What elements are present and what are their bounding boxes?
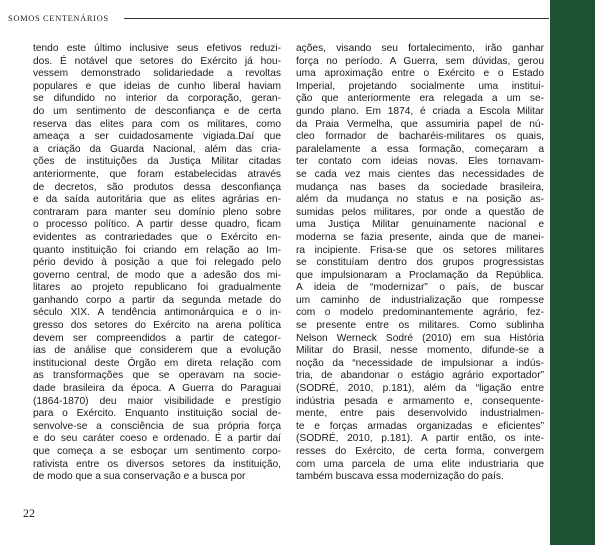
text-line: além da mudança no status e na posição as- [296, 194, 544, 206]
text-line: paralelamente a essa formação, começaram a [296, 143, 544, 155]
text-line: (SODRÉ, 2010, p.181). A partir então, os inte- [296, 433, 544, 445]
text-line: que impulsionaram a Proclamação da República. [296, 269, 544, 281]
text-line: e do seu caráter coeso e ordenado. É a partir daí [33, 433, 281, 445]
text-line: dos. É notável que setores do Exército já hou- [33, 55, 281, 67]
text-line: ção que anteriormente era relegada a um se- [296, 93, 544, 105]
text-line: litares ao projeto republicano foi gradualmente [33, 282, 281, 294]
text-line: gundo plano. Em 1874, é criada a Escola Militar [296, 105, 544, 117]
text-line: a criação da Guarda Nacional, além das cria- [33, 143, 281, 155]
text-line: (1864-1870) deu maior visibilidade e prestígio [33, 395, 281, 407]
text-line: ções de instituições da Justiça Militar citadas [33, 156, 281, 168]
text-line: as transformações que se operavam na socie- [33, 370, 281, 382]
text-line: senvolve-se a consciência de sua própria força [33, 420, 281, 432]
text-line: se presente entre os militares. Como sublinha [296, 320, 544, 332]
text-line: tria, de abandonar o estágio agrário exportador” [296, 370, 544, 382]
text-line: de modo que a sua conservação e a busca por [33, 471, 246, 483]
text-line: indústria pesada e armamento e, consequente- [296, 395, 544, 407]
text-line: tendo este último inclusive seus efetivos reduzi- [33, 43, 281, 54]
text-line: se difundido no interior da corporação, geran- [33, 93, 281, 105]
text-line: e da saída autoritária que as elites agrárias en- [33, 194, 281, 206]
text-line: ganhando corpo a partir da segunda metade do [33, 294, 281, 306]
text-line: que começa a se esboçar um sentimento corpo- [33, 446, 281, 457]
text-line: se cada vez mais cientes das necessidades de [296, 168, 544, 180]
text-line: para o Exército. Enquanto instituição social de- [33, 408, 281, 420]
text-line: de decretos, são produtos dessa desconfiança [33, 181, 281, 193]
text-line: anteriormente, que foram estabelecidas através [33, 168, 281, 180]
text-line: cleo formador de bacharéis-militares os quais, [296, 131, 544, 143]
text-line: um caminho de industrialização que rompesse [296, 294, 544, 306]
text-line: Militar do Brasil, nesse momento, difunde-se a [296, 345, 544, 357]
text-line: rativista entre os diversos setores da instituição, [33, 458, 281, 470]
text-line: populares e que ideias de cunho liberal haviam [33, 80, 281, 92]
text-line: ameaça a ser cuidadosamente vigiada.Daí que [33, 131, 281, 143]
green-margin-band [550, 0, 595, 545]
text-line: com uma parcela de uma elite industriaria que [296, 458, 544, 470]
text-line: força no período. A Guerra, sem dúvidas, gerou [296, 55, 544, 67]
text-line: institucional deste Órgão em direta relação com [33, 357, 281, 369]
right-text-column [296, 43, 544, 484]
text-line: evidentes as contrariedades que o Exército en- [33, 231, 281, 243]
running-header [8, 13, 549, 25]
text-line: ações, visando seu fortalecimento, irão ganhar [296, 43, 544, 54]
text-line: resses do Exército, de certa forma, convergem [296, 446, 544, 457]
text-line: te e forças armadas organizadas e eficientes” [296, 420, 544, 432]
text-line: gresso dos setores do Exército na arena política [33, 320, 281, 332]
text-line: devem ser compreendidos a partir de categor- [33, 332, 281, 344]
text-line: uma aproximação entre o Exército e o Estado [296, 68, 544, 80]
text-line: A ideia de “modernizar” o país, de buscar [296, 282, 544, 294]
text-line: mente, entre pais desenvolvido industrialmen- [296, 408, 544, 420]
text-line: com o modelo predominantemente agrário, fez- [296, 307, 544, 319]
text-line: sumidas pelos militares, por onde a questão de [296, 206, 544, 218]
text-line: se constituíam dentro dos grupos progressistas [296, 257, 544, 269]
text-line: uma Justiça Militar genuinamente nacional e [296, 219, 544, 231]
left-text-column [33, 43, 281, 484]
text-line: também buscava essa modernização do país. [296, 471, 504, 483]
text-line: Imperial, projetando socialmente uma institui- [296, 80, 544, 92]
text-line: do um sentimento de desconfiança e de certa [33, 105, 281, 117]
text-line: século XIX. A tendência antimonárquica e o in- [33, 307, 281, 319]
text-line: da Praia Vermelha, que assumiria papel de nú- [296, 118, 544, 130]
header-rule [124, 18, 549, 19]
text-line: ter contato com ideias novas. Eles tornavam- [296, 156, 544, 168]
book-title: SOMOS CENTENÁRIOS [8, 13, 112, 23]
text-line: o processo político. A partir desse quadro, ficam [33, 219, 281, 231]
text-line: (SODRÉ, 2010, p.181), além da “ligação entre [296, 383, 544, 395]
text-line: governo central, de modo que a adesão dos mi- [33, 269, 281, 281]
text-line: mudança nas bases da sociedade brasileira, [296, 181, 544, 193]
text-line: quanto instituição foi criando em relação ao Im- [33, 244, 281, 256]
text-line: ra incipiente. Frisa-se que os setores militares [296, 244, 544, 256]
page-number: 22 [23, 506, 35, 520]
text-line: noção da “necessidade de impulsionar a indús- [296, 357, 544, 369]
text-line: pério devido à posição a que foi relegado pelo [33, 257, 281, 269]
text-line: vessem demonstrado solidariedade a revoltas [33, 68, 281, 80]
text-line: ias de análise que considerem que a evolução [33, 345, 281, 357]
text-line: Nelson Werneck Sodré (2010) em sua História [296, 332, 544, 344]
text-line: moderna se fazia presente, ainda que de manei- [296, 231, 544, 243]
text-line: contraram para manter seu domínio pleno sobre [33, 206, 281, 218]
text-line: reserva das elites para com os militares, como [33, 118, 281, 130]
text-line: dade brasileira da época. A Guerra do Paraguai [33, 383, 281, 395]
